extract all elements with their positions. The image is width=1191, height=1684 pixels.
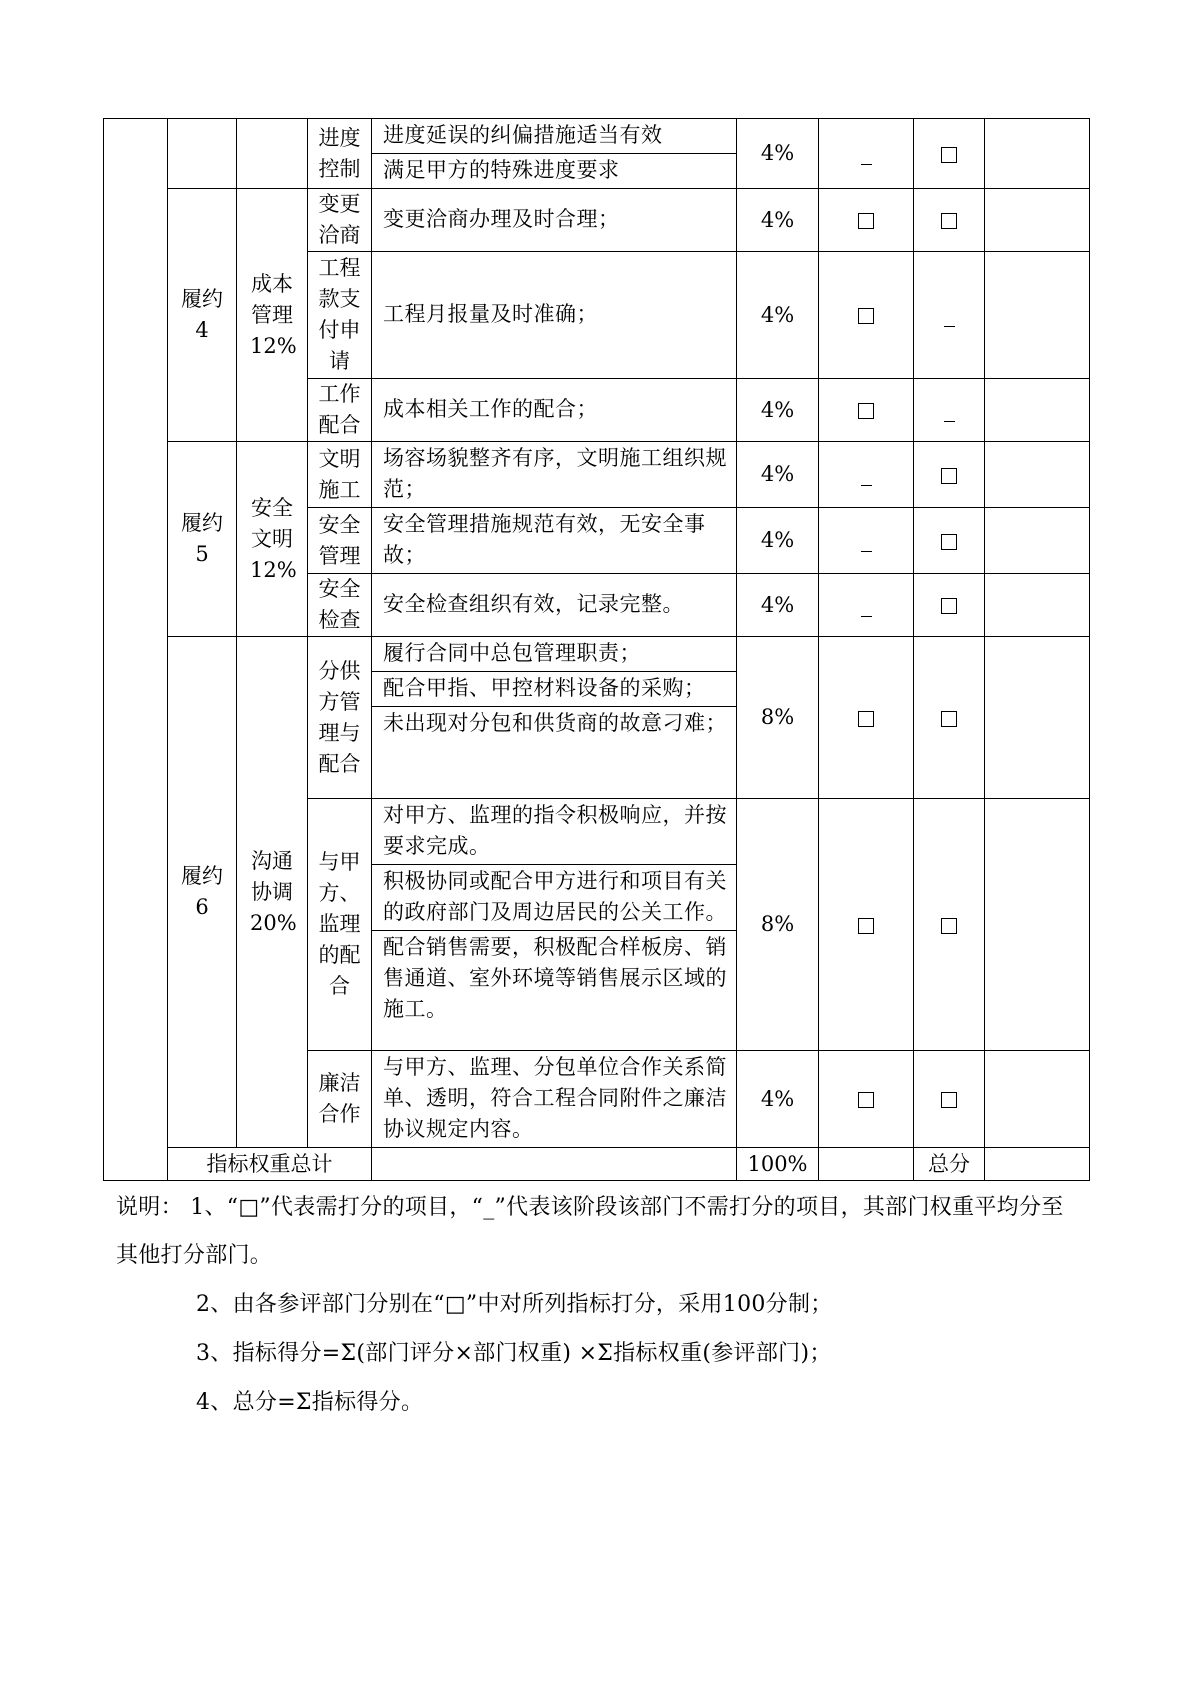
- criteria-cell: [372, 637, 737, 799]
- checkbox-icon: [941, 147, 957, 163]
- score-cell[interactable]: [914, 119, 985, 189]
- total-row: [104, 1148, 1090, 1181]
- stage-cell: [168, 637, 237, 1148]
- score-cell: [819, 442, 914, 508]
- item-cell: [308, 379, 372, 442]
- blank-cell: [985, 379, 1090, 442]
- blank-cell: [819, 1148, 914, 1181]
- stage-cell: [168, 189, 237, 442]
- note-line: 3、指标得分=Σ(部门评分×部门权重) ×Σ指标权重(参评部门)；: [196, 1341, 832, 1366]
- blank-cell: [985, 637, 1090, 799]
- dash-icon: [861, 551, 872, 552]
- table-row: [104, 442, 1090, 508]
- note-line: 说明： 1、“□”代表需打分的项目，“_”代表该阶段该部门不需打分的项目，其部门权重平均分至其他打分部门。: [116, 1195, 1064, 1268]
- weight-cell: 4%: [737, 508, 819, 574]
- total-score-label: 总分: [914, 1148, 985, 1181]
- blank-cell: [985, 252, 1090, 379]
- dash-icon: [861, 164, 872, 165]
- weight-cell: 4%: [737, 442, 819, 508]
- weight-cell: 4%: [737, 379, 819, 442]
- weight-cell: 8%: [737, 799, 819, 1051]
- stage-label: 履约6: [181, 864, 223, 919]
- item-label: 进度控制: [318, 125, 361, 181]
- checkbox-icon: [941, 711, 957, 727]
- notes-section: [116, 1184, 1076, 1427]
- stage-cell-empty: [168, 119, 237, 189]
- item-label: 工程款支付申请: [318, 256, 361, 373]
- criterion-text: 安全管理措施规范有效，无安全事故；: [383, 512, 706, 567]
- weight-cell: 4%: [737, 574, 819, 637]
- criterion-text: 进度延误的纠偏措施适当有效: [383, 123, 663, 147]
- item-cell: [308, 637, 372, 799]
- criterion-text: 满足甲方的特殊进度要求: [372, 153, 736, 188]
- item-cell: [308, 119, 372, 189]
- criteria-cell: [372, 1051, 737, 1148]
- criteria-cell: [372, 189, 737, 252]
- item-cell: [308, 252, 372, 379]
- item-cell: [308, 508, 372, 574]
- score-cell: [819, 119, 914, 189]
- checkbox-icon: [858, 403, 874, 419]
- item-label: 工作配合: [318, 382, 361, 437]
- blank-cell: [985, 799, 1090, 1051]
- score-cell: [914, 379, 985, 442]
- criterion-text: 变更洽商办理及时合理；: [383, 207, 620, 231]
- item-cell: [308, 442, 372, 508]
- score-cell[interactable]: [914, 574, 985, 637]
- score-cell[interactable]: [819, 189, 914, 252]
- item-cell: [308, 189, 372, 252]
- score-cell[interactable]: [819, 799, 914, 1051]
- criterion-text: 配合销售需要，积极配合样板房、销售通道、室外环境等销售展示区域的施工。: [372, 930, 736, 1027]
- criterion-text: 配合甲指、甲控材料设备的采购；: [372, 671, 736, 706]
- blank-cell: [985, 442, 1090, 508]
- criteria-cell: [372, 379, 737, 442]
- item-label: 分供方管理与配合: [318, 658, 361, 776]
- criterion-text: 安全检查组织有效，记录完整。: [383, 592, 684, 616]
- item-label: 安全检查: [318, 577, 361, 632]
- stage-cell: [168, 442, 237, 637]
- criterion-text: 积极协同或配合甲方进行和项目有关的政府部门及周边居民的公关工作。: [372, 864, 736, 930]
- criterion-text: 未出现对分包和供货商的故意刁难；: [372, 706, 736, 741]
- weight-cell: 4%: [737, 189, 819, 252]
- checkbox-icon: [858, 711, 874, 727]
- blank-cell: [985, 119, 1090, 189]
- item-label: 廉洁合作: [318, 1071, 361, 1126]
- criteria-cell: [372, 799, 737, 1051]
- checkbox-icon: [858, 1092, 874, 1108]
- weight-cell: 4%: [737, 119, 819, 189]
- criterion-text: 与甲方、监理、分包单位合作关系简单、透明，符合工程合同附件之廉洁协议规定内容。: [383, 1055, 727, 1141]
- stage-label: 履约5: [181, 511, 223, 566]
- blank-left-column: [104, 119, 168, 1181]
- category-cell: [237, 189, 308, 442]
- criteria-cell: [372, 252, 737, 379]
- blank-cell: [985, 189, 1090, 252]
- category-label: 成本管理12%: [250, 271, 297, 358]
- table-row: [104, 637, 1090, 799]
- evaluation-table: [103, 118, 1090, 1181]
- criteria-cell: [372, 119, 737, 189]
- criteria-cell: [372, 442, 737, 508]
- criterion-text: 场容场貌整齐有序，文明施工组织规范；: [383, 446, 727, 501]
- criterion-text: 对甲方、监理的指令积极响应，并按要求完成。: [383, 803, 727, 858]
- checkbox-icon: [858, 918, 874, 934]
- score-cell[interactable]: [819, 379, 914, 442]
- stage-label: 履约4: [181, 287, 223, 342]
- criteria-cell: [372, 508, 737, 574]
- blank-cell: [985, 1051, 1090, 1148]
- criterion-text: 履行合同中总包管理职责；: [383, 641, 641, 665]
- weight-cell: 8%: [737, 637, 819, 799]
- item-label: 变更洽商: [318, 192, 361, 247]
- checkbox-icon: [941, 534, 957, 550]
- category-label: 沟通协调20%: [250, 848, 297, 935]
- total-weight: 100%: [737, 1148, 819, 1181]
- dash-icon: [944, 326, 955, 327]
- total-label: 指标权重总计: [168, 1148, 372, 1181]
- score-cell[interactable]: [914, 189, 985, 252]
- dash-icon: [861, 485, 872, 486]
- note-line: 2、由各参评部门分别在“□”中对所列指标打分，采用100分制；: [196, 1292, 833, 1317]
- checkbox-icon: [858, 213, 874, 229]
- category-cell: [237, 637, 308, 1148]
- score-cell[interactable]: [819, 1051, 914, 1148]
- checkbox-icon: [941, 1092, 957, 1108]
- item-cell: [308, 1051, 372, 1148]
- score-cell: [819, 574, 914, 637]
- score-cell[interactable]: [819, 252, 914, 379]
- item-label: 文明施工: [318, 446, 361, 502]
- score-cell: [914, 252, 985, 379]
- item-label: 安全管理: [318, 512, 361, 568]
- score-cell: [819, 508, 914, 574]
- dash-icon: [944, 421, 955, 422]
- table-row: [104, 119, 1090, 189]
- note-line: 4、总分=Σ指标得分。: [196, 1390, 424, 1415]
- checkbox-icon: [941, 598, 957, 614]
- weight-cell: 4%: [737, 1051, 819, 1148]
- category-cell-empty: [237, 119, 308, 189]
- score-cell[interactable]: [914, 442, 985, 508]
- score-cell[interactable]: [914, 1051, 985, 1148]
- blank-cell: [985, 574, 1090, 637]
- criterion-text: 成本相关工作的配合；: [383, 397, 598, 421]
- category-label: 安全文明12%: [250, 495, 297, 582]
- category-cell: [237, 442, 308, 637]
- blank-cell: [372, 1148, 737, 1181]
- table-row: [104, 189, 1090, 252]
- blank-cell: [985, 508, 1090, 574]
- item-cell: [308, 799, 372, 1051]
- criterion-text: 工程月报量及时准确；: [383, 302, 598, 326]
- score-cell[interactable]: [819, 637, 914, 799]
- score-cell[interactable]: [914, 508, 985, 574]
- dash-icon: [861, 616, 872, 617]
- score-cell[interactable]: [914, 637, 985, 799]
- score-cell[interactable]: [914, 799, 985, 1051]
- item-cell: [308, 574, 372, 637]
- checkbox-icon: [858, 308, 874, 324]
- total-score-value[interactable]: [985, 1148, 1090, 1181]
- checkbox-icon: [941, 468, 957, 484]
- checkbox-icon: [941, 918, 957, 934]
- checkbox-icon: [941, 213, 957, 229]
- criteria-cell: [372, 574, 737, 637]
- weight-cell: 4%: [737, 252, 819, 379]
- item-label: 与甲方、监理的配合: [318, 850, 361, 998]
